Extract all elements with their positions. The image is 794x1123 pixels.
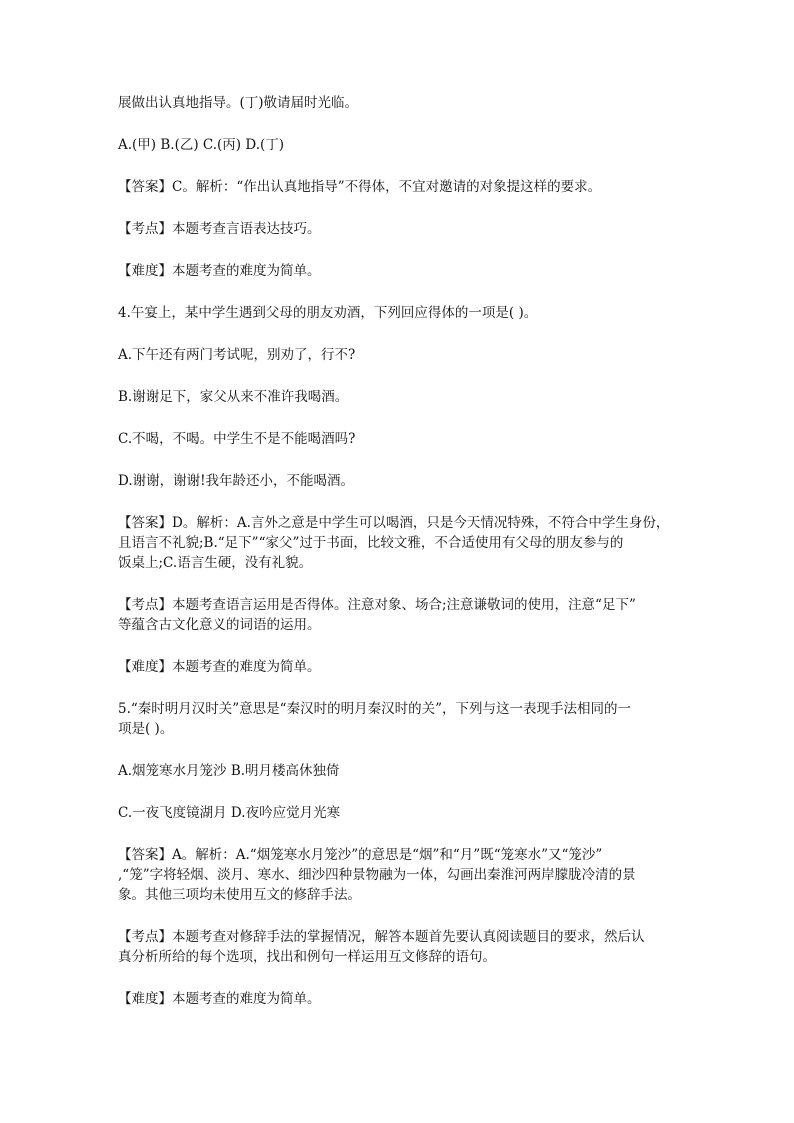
- text-line: 【难度】本题考查的难度为简单。: [118, 263, 321, 279]
- paragraph-answer: [118, 845, 698, 905]
- text-line: 【答案】D。解析：A.言外之意是中学生可以喝酒，只是今天情况特殊，不符合中学生身份，: [118, 515, 670, 531]
- text-line: 项是( )。: [118, 721, 174, 737]
- text-line: 且语言不礼貌;B.“足下”“家父”过于书面，比较文雅，不合适使用有父母的朋友参与的: [118, 535, 624, 551]
- paragraph-options: [118, 135, 698, 155]
- paragraph-option: [118, 429, 698, 449]
- text-line: 象。其他三项均未使用互文的修辞手法。: [118, 887, 361, 903]
- text-line: 【考点】本题考查言语表达技巧。: [118, 221, 321, 237]
- paragraph-option: [118, 471, 698, 491]
- text-line: A.烟笼寒水月笼沙 B.明月楼高休独倚: [118, 763, 340, 779]
- text-line: 【难度】本题考查的难度为简单。: [118, 991, 321, 1007]
- paragraph-question: [118, 303, 698, 323]
- text-line: 【答案】C。解析：“作出认真地指导”不得体，不宜对邀请的对象提这样的要求。: [118, 179, 602, 195]
- paragraph-key-point: [118, 219, 698, 239]
- text-line: D.谢谢，谢谢!我年龄还小，不能喝酒。: [118, 473, 355, 489]
- paragraph-question-continuation: [118, 93, 698, 113]
- text-line: C.一夜飞度镜湖月 D.夜吟应觉月光寒: [118, 805, 341, 821]
- text-line: 【考点】本题考查语言运用是否得体。注意对象、场合;注意谦敬词的使用，注意“足下”: [118, 597, 636, 613]
- paragraph-options: [118, 761, 698, 781]
- text-line: 【考点】本题考查对修辞手法的掌握情况，解答本题首先要认真阅读题目的要求，然后认: [118, 929, 645, 945]
- text-line: 4.午宴上，某中学生遇到父母的朋友劝酒，下列回应得体的一项是( )。: [118, 305, 538, 321]
- text-line: 5.“秦时明月汉时关”意思是“秦汉时的明月秦汉时的关”，下列与这一表现手法相同的一: [118, 701, 631, 717]
- paragraph-options: [118, 803, 698, 823]
- text-line: 饭桌上;C.语言生硬，没有礼貌。: [118, 555, 313, 571]
- paragraph-difficulty: [118, 657, 698, 677]
- paragraph-option: [118, 387, 698, 407]
- paragraph-key-point: [118, 595, 698, 635]
- paragraph-option: [118, 345, 698, 365]
- text-line: A.下午还有两门考试呢，别劝了，行不?: [118, 347, 356, 363]
- text-line: 等蕴含古文化意义的词语的运用。: [118, 617, 321, 633]
- paragraph-answer: [118, 177, 698, 197]
- text-line: 展做出认真地指导。(丁)敬请届时光临。: [118, 95, 359, 111]
- text-line: 【答案】A。解析：A.“烟笼寒水月笼沙”的意思是“烟”和“月”既“笼寒水”又“笼沙”: [118, 847, 603, 863]
- text-line: B.谢谢足下，家父从来不准许我喝酒。: [118, 389, 349, 405]
- paragraph-difficulty: [118, 989, 698, 1009]
- text-line: ,“笼”字将轻烟、淡月、寒水、细沙四种景物融为一体，勾画出秦淮河两岸朦胧冷清的景: [118, 867, 636, 883]
- paragraph-difficulty: [118, 261, 698, 281]
- text-line: C.不喝，不喝。中学生不是不能喝酒吗?: [118, 431, 356, 447]
- text-line: 【难度】本题考查的难度为简单。: [118, 659, 321, 675]
- text-line: 真分析所给的每个选项，找出和例句一样运用互文修辞的语句。: [118, 949, 496, 965]
- paragraph-question: [118, 699, 698, 739]
- document-page: [118, 93, 698, 1031]
- text-line: A.(甲) B.(乙) C.(丙) D.(丁): [118, 137, 285, 153]
- paragraph-key-point: [118, 927, 698, 967]
- paragraph-answer: [118, 513, 698, 573]
